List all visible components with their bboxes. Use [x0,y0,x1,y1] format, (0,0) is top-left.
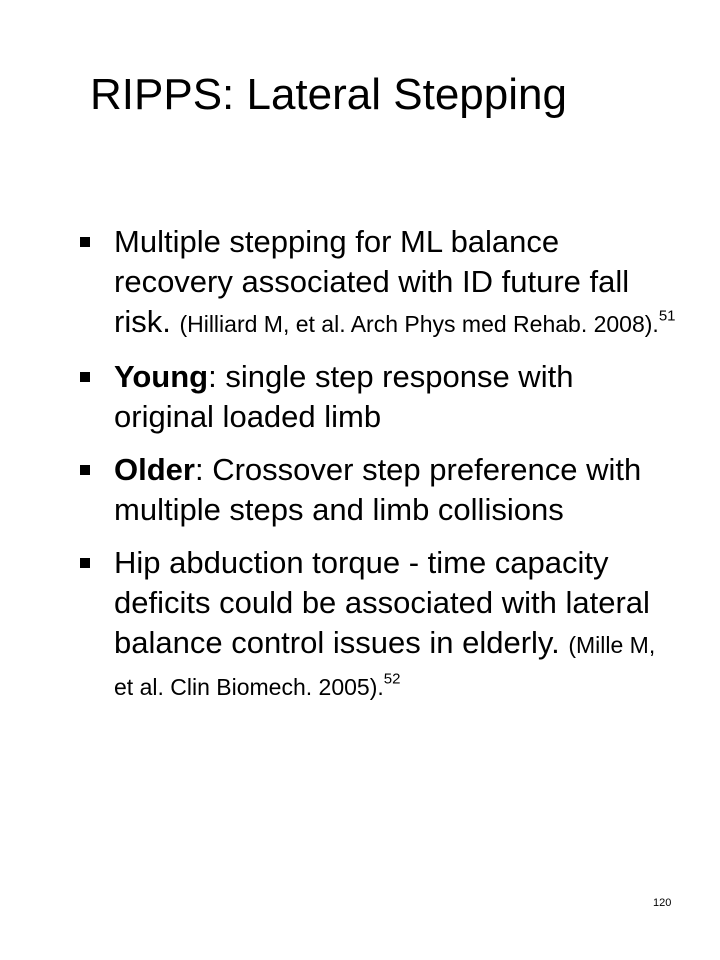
bullet-text: : Crossover step preference with multiple steps and limb collisions [114,452,642,527]
square-bullet-icon [80,558,90,568]
bullet-young [78,357,678,437]
square-bullet-icon [80,372,90,382]
reference-number: 51 [658,307,676,325]
reference-number: 52 [383,670,401,688]
bullet-text: Hip abduction torque - time capacity deficits could be associated with lateral balance control issues in elderly. [114,545,650,660]
page-number: 120 [653,897,672,909]
bullet-older [78,450,678,530]
citation: (Hilliard M, et al. Arch Phys med Rehab. 2008). [179,311,659,337]
citation: (Mille M, et al. Clin Biomech. 2005). [114,632,656,700]
square-bullet-icon [80,465,90,475]
bullet-bold-term: Young [114,359,209,394]
bullet-text: : single step response with original loaded limb [114,359,574,434]
bullet-multiple-stepping [78,222,678,344]
bullet-bold-term: Older [114,452,195,487]
bullet-list [78,222,678,720]
slide-title: RIPPS: Lateral Stepping [90,70,567,119]
bullet-hip-abduction [78,543,678,707]
bullet-text: Multiple stepping for ML balance recovery associated with ID future fall risk. [114,224,630,339]
square-bullet-icon [80,237,90,247]
